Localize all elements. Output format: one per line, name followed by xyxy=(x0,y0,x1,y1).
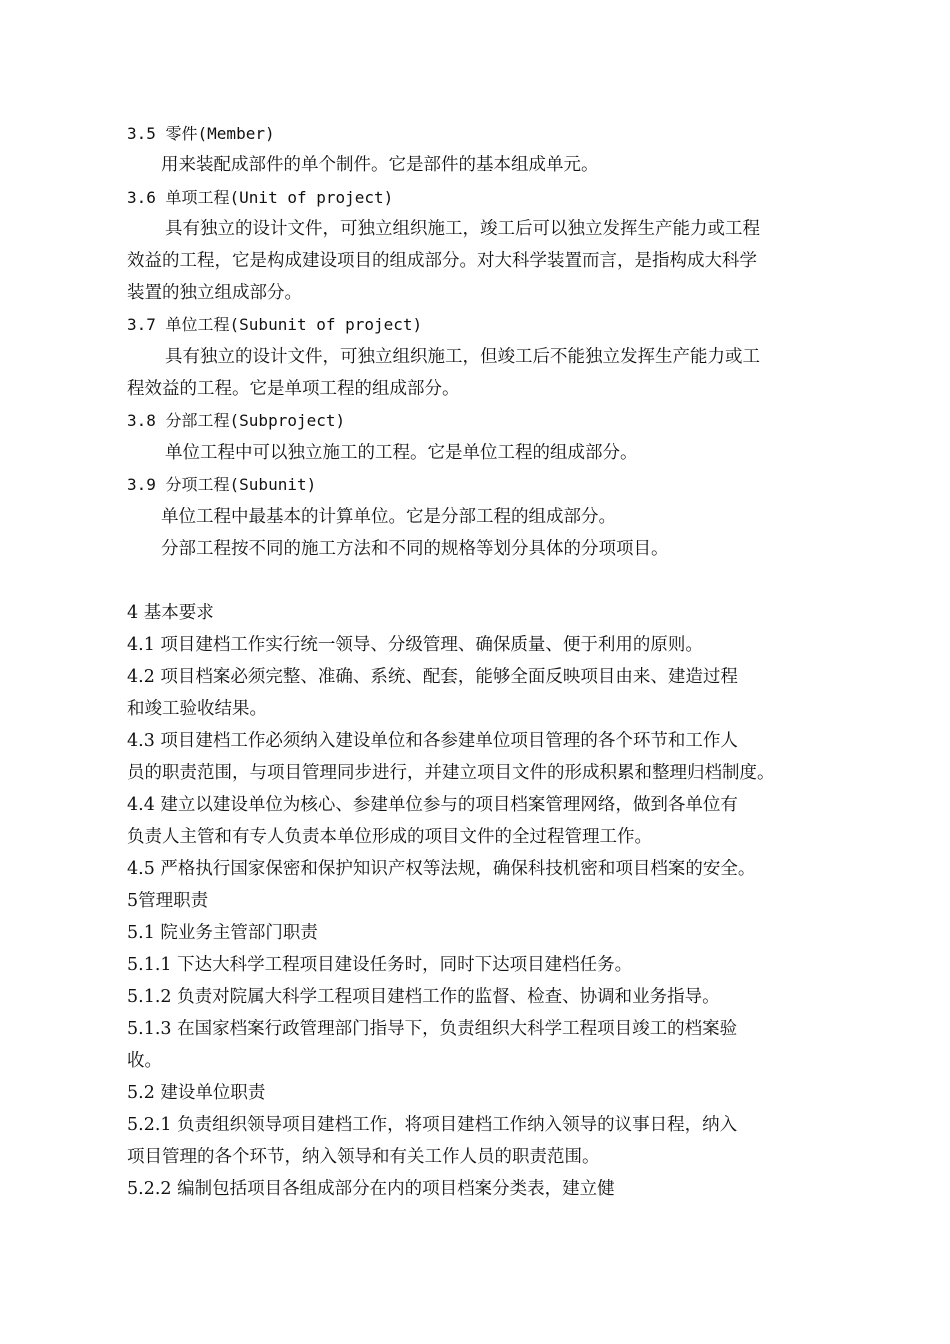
heading-3-5: 3.5 零件(Member) xyxy=(127,124,275,143)
paragraph-3-5: 用来装配成部件的单个制件。它是部件的基本组成单元。 xyxy=(161,155,599,175)
item-4-5: 4.5 严格执行国家保密和保护知识产权等法规，确保科技机密和项目档案的安全。 xyxy=(127,859,756,879)
item-5-1-2: 5.1.2 负责对院属大科学工程项目建档工作的监督、检查、协调和业务指导。 xyxy=(127,987,720,1007)
item-4-4-line-1: 4.4 建立以建设单位为核心、参建单位参与的项目档案管理网络，做到各单位有 xyxy=(127,795,738,815)
paragraph-3-9-line-1: 单位工程中最基本的计算单位。它是分部工程的组成部分。 xyxy=(161,507,616,527)
item-5-2-1-line-1: 5.2.1 负责组织领导项目建档工作，将项目建档工作纳入领导的议事日程，纳入 xyxy=(127,1115,738,1135)
paragraph-3-6-line-3: 装置的独立组成部分。 xyxy=(127,283,302,303)
item-4-1: 4.1 项目建档工作实行统一领导、分级管理、确保质量、便于利用的原则。 xyxy=(127,635,703,655)
heading-3-6: 3.6 单项工程(Unit of project) xyxy=(127,188,394,207)
item-5-1-1: 5.1.1 下达大科学工程项目建设任务时，同时下达项目建档任务。 xyxy=(127,955,633,975)
heading-5-2: 5.2 建设单位职责 xyxy=(127,1083,266,1103)
paragraph-3-9-line-2: 分部工程按不同的施工方法和不同的规格等划分具体的分项项目。 xyxy=(161,539,669,559)
item-4-4-line-2: 负责人主管和有专人负责本单位形成的项目文件的全过程管理工作。 xyxy=(127,827,652,847)
item-4-3-line-1: 4.3 项目建档工作必须纳入建设单位和各参建单位项目管理的各个环节和工作人 xyxy=(127,731,738,751)
heading-3-8: 3.8 分部工程(Subproject) xyxy=(127,411,346,430)
item-5-2-1-line-2: 项目管理的各个环节，纳入领导和有关工作人员的职责范围。 xyxy=(127,1147,600,1167)
heading-5: 5管理职责 xyxy=(127,891,209,911)
paragraph-3-6-line-2: 效益的工程，它是构成建设项目的组成部分。对大科学装置而言，是指构成大科学 xyxy=(127,251,757,271)
item-5-1-3-line-2: 收。 xyxy=(127,1051,162,1071)
heading-4: 4 基本要求 xyxy=(127,603,214,623)
item-4-2-line-2: 和竣工验收结果。 xyxy=(127,699,267,719)
paragraph-3-7-line-1: 具有独立的设计文件，可独立组织施工，但竣工后不能独立发挥生产能力或工 xyxy=(165,347,760,367)
paragraph-3-6-line-1: 具有独立的设计文件，可独立组织施工，竣工后可以独立发挥生产能力或工程 xyxy=(165,219,760,239)
item-5-2-2: 5.2.2 编制包括项目各组成部分在内的项目档案分类表，建立健 xyxy=(127,1179,615,1199)
heading-5-1: 5.1 院业务主管部门职责 xyxy=(127,923,318,943)
paragraph-3-7-line-2: 程效益的工程。它是单项工程的组成部分。 xyxy=(127,379,460,399)
item-5-1-3-line-1: 5.1.3 在国家档案行政管理部门指导下，负责组织大科学工程项目竣工的档案验 xyxy=(127,1019,738,1039)
heading-3-7: 3.7 单位工程(Subunit of project) xyxy=(127,315,423,334)
paragraph-3-8: 单位工程中可以独立施工的工程。它是单位工程的组成部分。 xyxy=(165,443,638,463)
item-4-2-line-1: 4.2 项目档案必须完整、准确、系统、配套，能够全面反映项目由来、建造过程 xyxy=(127,667,738,687)
heading-3-9: 3.9 分项工程(Subunit) xyxy=(127,475,317,494)
item-4-3-line-2: 员的职责范围，与项目管理同步进行，并建立项目文件的形成积累和整理归档制度。 xyxy=(127,763,775,783)
